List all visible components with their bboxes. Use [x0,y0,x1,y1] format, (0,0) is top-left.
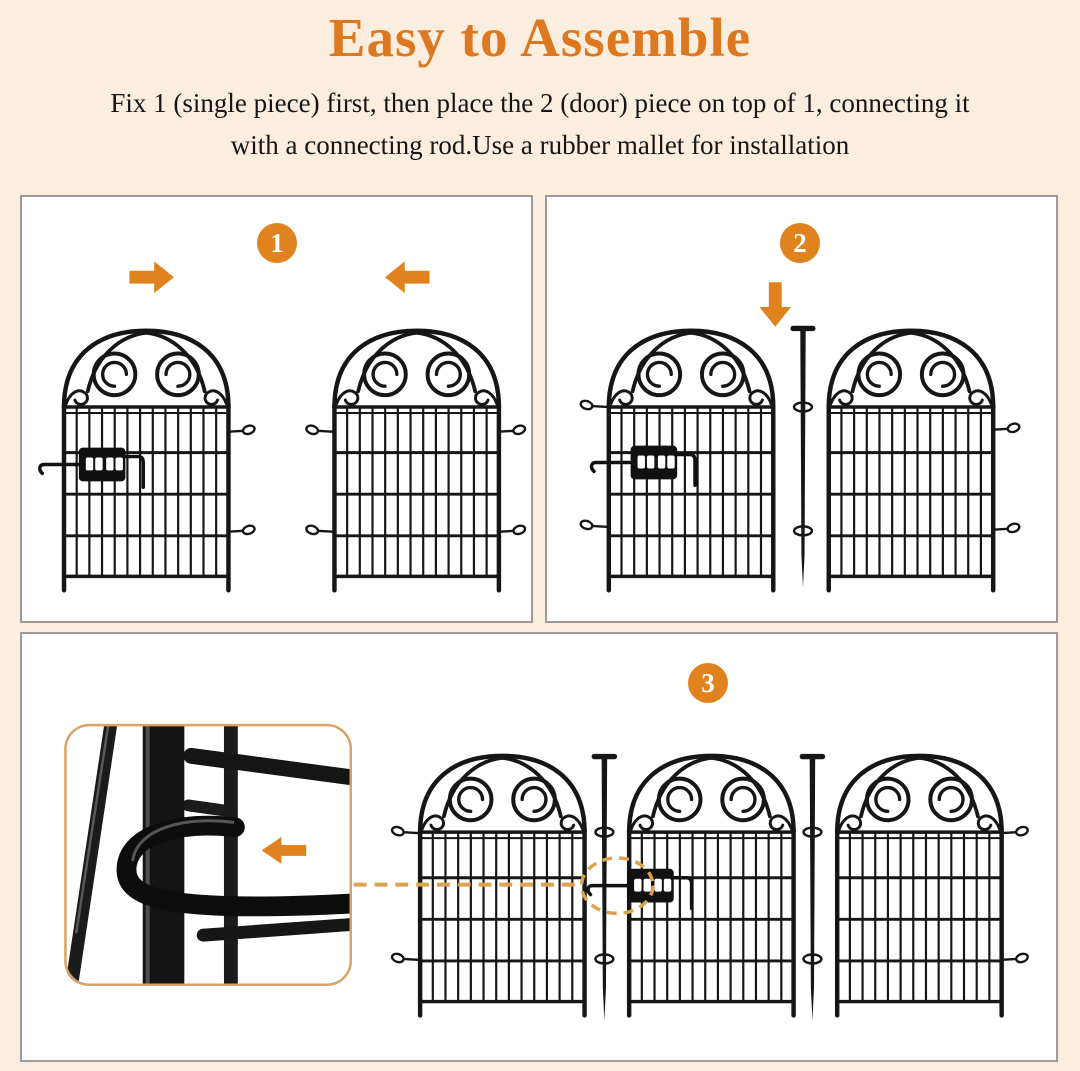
side-eyelet [305,424,334,435]
arrow-right-icon [129,261,174,293]
step-2-panel [545,195,1058,623]
step-2-badge: 2 [780,223,820,263]
side-eyelet [226,424,255,435]
fence-panel-right [334,331,498,591]
side-eyelet [305,524,334,535]
side-eyelet [991,522,1020,533]
side-eyelet [391,826,420,837]
side-eyelet [580,399,609,410]
step-1-panel [20,195,533,623]
connecting-rod-stake [800,754,826,1021]
side-eyelet [391,952,420,963]
side-eyelet [497,424,526,435]
step-3-illustration [22,634,1056,1060]
connecting-rod-stake [790,326,815,588]
step-1-badge: 1 [257,223,297,263]
side-eyelet [1000,826,1029,837]
side-eyelet [1000,952,1029,963]
side-eyelet [497,524,526,535]
arrow-left-icon [385,261,430,293]
subtitle-line-1: Fix 1 (single piece) first, then place the 2 (door) piece on top of 1, connecting it [110,88,970,118]
page-title: Easy to Assemble [328,7,752,68]
fence-panel-3 [837,756,1001,1016]
subtitle-line-2: with a connecting rod.Use a rubber mallet for installation [230,130,850,160]
side-eyelet [580,519,609,530]
side-eyelet [991,422,1020,433]
arrow-down-icon [759,282,791,327]
step-3-panel [20,632,1058,1062]
detail-inset-photo [64,716,353,993]
fence-panel-right [829,331,993,591]
step-3-badge: 3 [688,663,728,703]
side-eyelet [226,524,255,535]
